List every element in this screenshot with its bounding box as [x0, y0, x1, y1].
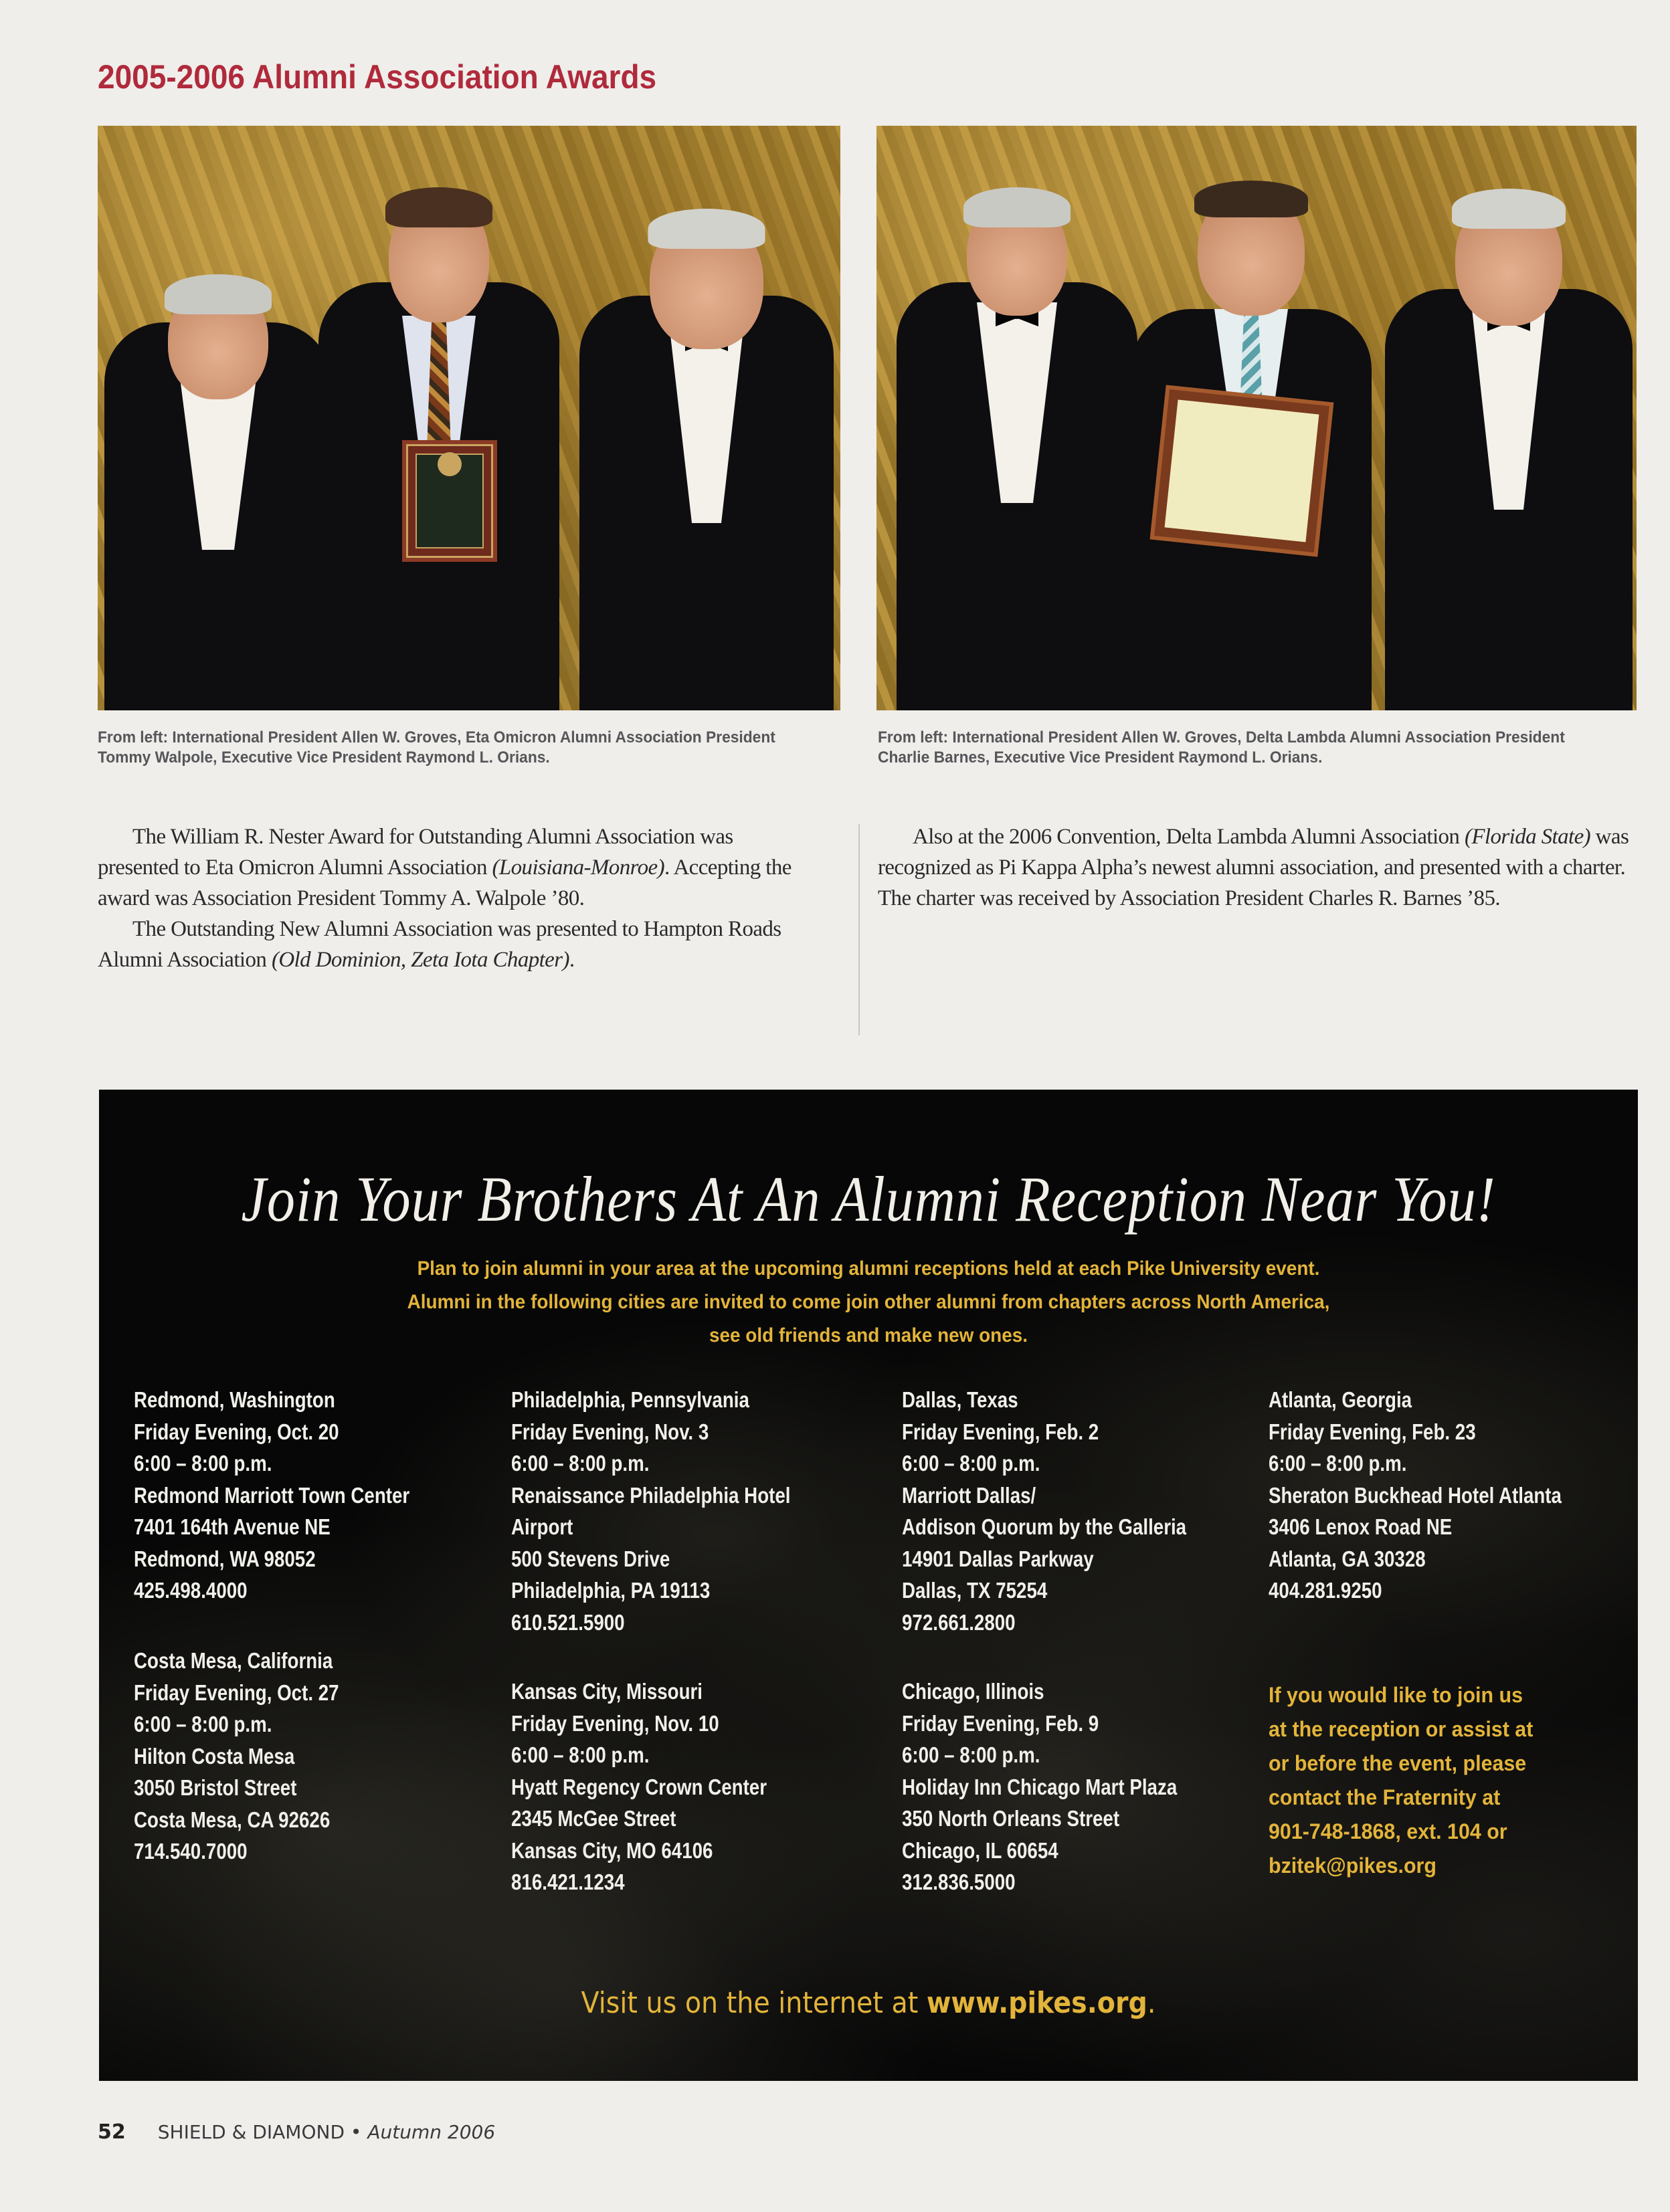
- event-philadelphia: Philadelphia, Pennsylvania Friday Evening, Nov. 3 6:00 – 8:00 p.m. Renaissance Philadelphia Hotel Airport 500 Stevens Drive Philadelphia, PA 19113 610.521.5900: [511, 1387, 791, 1635]
- page-footer: [98, 2120, 495, 2144]
- page-number: 52: [98, 2120, 126, 2144]
- ad-intro: Plan to join alumni in your area at the upcoming alumni receptions held at each Pike University event. Alumni in the following cities are invited to come join other alumni from chapters across North America, see old friends and make new ones.: [407, 1258, 1330, 1346]
- award-plaque: [402, 440, 497, 562]
- issue-date: Autumn 2006: [367, 2121, 496, 2143]
- photo-caption-2: From left: International President Allen W. Groves, Delta Lambda Alumni Association President Charlie Barnes, Executive Vice President Raymond L. Orians.: [878, 728, 1565, 767]
- person-orians: [579, 215, 834, 710]
- contact-email-link[interactable]: bzitek@pikes.org: [1269, 1853, 1436, 1878]
- event-dallas: Dallas, Texas Friday Evening, Feb. 2 6:00 – 8:00 p.m. Marriott Dallas/ Addison Quorum by the Galleria 14901 Dallas Parkway Dallas, TX 75254 972.661.2800: [902, 1387, 1187, 1635]
- event-kansas-city: Kansas City, Missouri Friday Evening, Nov. 10 6:00 – 8:00 p.m. Hyatt Regency Crown Center 2345 McGee Street Kansas City, MO 64106 816.421.1234: [511, 1679, 767, 1894]
- ad-headline: Join Your Brothers At An Alumni Reception Near You!: [241, 1163, 1496, 1235]
- article-left-column: [98, 821, 807, 975]
- award-photo-eta-omicron: [98, 126, 840, 710]
- event-costa-mesa: Costa Mesa, California Friday Evening, Oct. 27 6:00 – 8:00 p.m. Hilton Costa Mesa 3050 Bristol Street Costa Mesa, CA 92626 714.540.7000: [134, 1648, 339, 1864]
- alumni-reception-ad: [99, 1090, 1638, 2081]
- photo-caption-1: From left: International President Allen W. Groves, Eta Omicron Alumni Association President Tommy Walpole, Executive Vice President Raymond L. Orians.: [98, 728, 775, 767]
- visit-website-line: Visit us on the internet at www.pikes.org.: [581, 1986, 1156, 2020]
- article-paragraph: The Outstanding New Alumni Association was presented to Hampton Roads Alumni Association (Old Dominion, Zeta Iota Chapter).: [98, 917, 781, 972]
- website-link[interactable]: www.pikes.org: [926, 1986, 1147, 2020]
- person-groves: [897, 182, 1137, 710]
- framed-charter: [1150, 385, 1334, 557]
- award-photo-delta-lambda: [876, 126, 1637, 710]
- contact-phone[interactable]: 901-748-1868, ext. 104 or: [1269, 1819, 1507, 1843]
- page-title: 2005-2006 Alumni Association Awards: [98, 58, 657, 96]
- footer-separator: •: [345, 2121, 368, 2143]
- event-redmond: Redmond, Washington Friday Evening, Oct. 20 6:00 – 8:00 p.m. Redmond Marriott Town Center 7401 164th Avenue NE Redmond, WA 98052 425.498.4000: [134, 1387, 410, 1603]
- person-groves: [104, 282, 332, 710]
- column-divider: [858, 824, 860, 1035]
- article-paragraph: The William R. Nester Award for Outstanding Alumni Association was presented to Eta Omicron Alumni Association (Louisiana-Monroe). Accepting the award was Association President Tommy A. Walpole ’80.: [98, 825, 792, 910]
- article-right-column: [878, 821, 1634, 914]
- contact-info: If you would like to join us at the reception or assist at or before the event, please contact the Fraternity at 901-748-1868, ext. 104 or bzitek@pikes.org: [1269, 1678, 1533, 1883]
- article-paragraph: Also at the 2006 Convention, Delta Lambda Alumni Association (Florida State) was recognized as Pi Kappa Alpha’s newest alumni association, and presented with a charter. The charter was received by Association President Charles R. Barnes ’85.: [878, 825, 1629, 910]
- event-atlanta: Atlanta, Georgia Friday Evening, Feb. 23 6:00 – 8:00 p.m. Sheraton Buckhead Hotel Atlanta 3406 Lenox Road NE Atlanta, GA 30328 404.281.9250: [1269, 1387, 1562, 1603]
- person-orians: [1385, 195, 1633, 710]
- event-chicago: Chicago, Illinois Friday Evening, Feb. 9 6:00 – 8:00 p.m. Holiday Inn Chicago Mart Plaza 350 North Orleans Street Chicago, IL 60654 312.836.5000: [902, 1679, 1178, 1894]
- publication-name: SHIELD & DIAMOND: [157, 2121, 345, 2143]
